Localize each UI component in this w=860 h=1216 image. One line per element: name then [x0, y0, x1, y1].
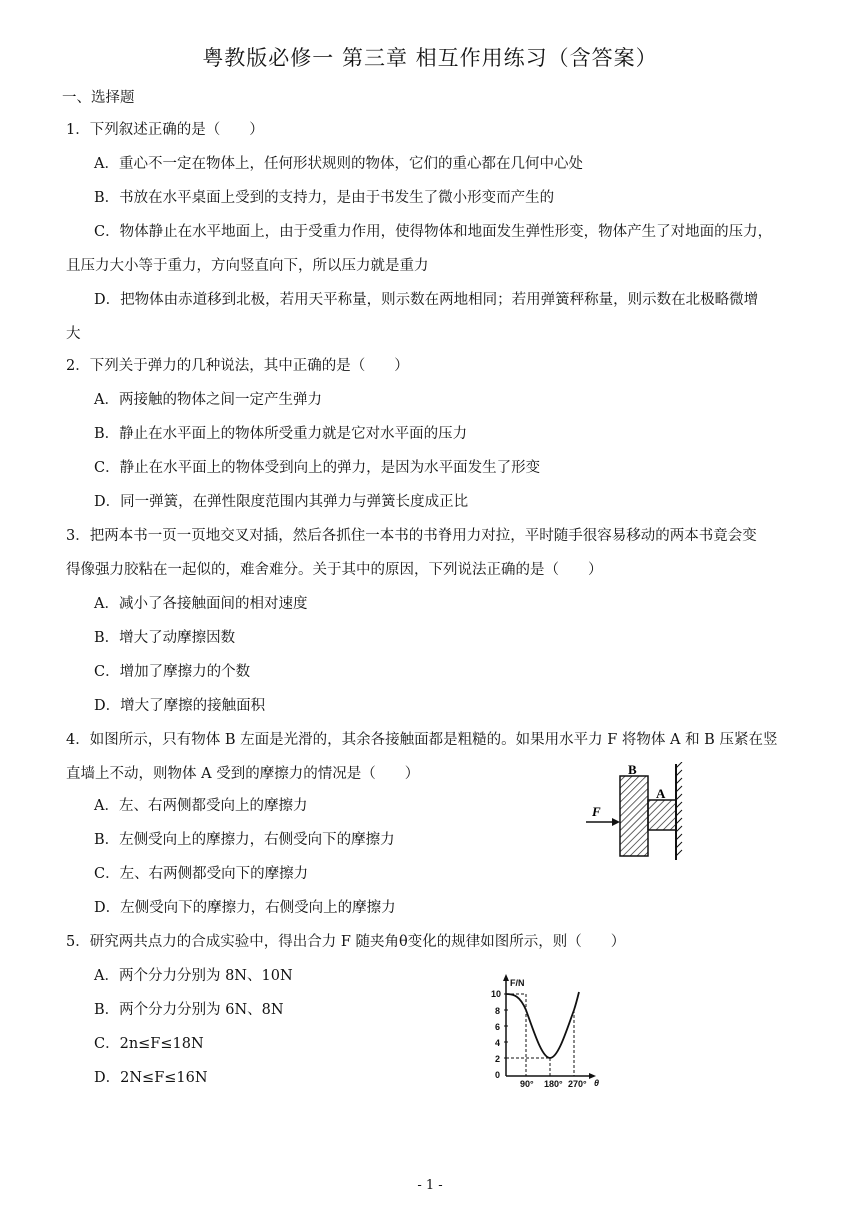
question-3-stem-continued: 得像强力胶粘在一起似的，难舍难分。关于其中的原因，下列说法正确的是（ ）: [66, 562, 603, 578]
question-1-option-c-continued: 且压力大小等于重力，方向竖直向下，所以压力就是重力: [66, 258, 429, 274]
graph-ytick: 6: [495, 1022, 501, 1032]
question-3-option-b: B．增大了动摩擦因数: [94, 630, 236, 646]
question-1-option-c: C．物体静止在水平地面上，由于受重力作用，使得物体和地面发生弹性形变，物体产生了对地面的压力，: [94, 224, 773, 240]
question-2-option-a: A．两接触的物体之间一定产生弹力: [94, 392, 322, 408]
question-2-option-b: B．静止在水平面上的物体所受重力就是它对水平面的压力: [94, 426, 468, 442]
graph-curve: [506, 992, 579, 1058]
graph-ytick: 10: [491, 989, 502, 999]
graph-ylabel: F/N: [510, 978, 525, 988]
question-4-stem-continued: 直墙上不动，则物体 A 受到的摩擦力的情况是（ ）: [66, 766, 420, 782]
graph-ytick: 2: [495, 1054, 501, 1064]
question-3-option-a: A．减小了各接触面间的相对速度: [94, 596, 308, 612]
graph-xlabel: θ: [594, 1078, 600, 1088]
question-5-option-d: D．2N≤F≤16N: [94, 1070, 208, 1086]
graph-ytick: 4: [495, 1038, 501, 1048]
question-5-graph: [486, 970, 616, 1094]
question-4-option-a: A．左、右两侧都受向上的摩擦力: [94, 798, 308, 814]
label-b: B: [628, 762, 637, 777]
block-a: [648, 800, 676, 830]
question-4-option-b: B．左侧受向上的摩擦力，右侧受向下的摩擦力: [94, 832, 395, 848]
question-4-figure: [582, 762, 692, 862]
question-4-option-d: D．左侧受向下的摩擦力，右侧受向上的摩擦力: [94, 900, 396, 916]
question-2-option-d: D．同一弹簧，在弹性限度范围内其弹力与弹簧长度成正比: [94, 494, 469, 510]
graph-xtick: 90°: [520, 1079, 534, 1089]
graph-xtick: 180°: [544, 1079, 563, 1089]
question-5-stem: 5．研究两共点力的合成实验中，得出合力 F 随夹角θ变化的规律如图所示，则（ ）: [66, 934, 626, 950]
label-a: A: [656, 786, 666, 801]
question-1-option-b: B．书放在水平桌面上受到的支持力，是由于书发生了微小形变而产生的: [94, 190, 555, 206]
question-3-stem: 3．把两本书一页一页地交叉对插，然后各抓住一本书的书脊用力对拉，平时随手很容易移动的两本书竟会变: [66, 528, 757, 544]
section-heading: 一、选择题: [62, 90, 135, 106]
question-5-option-b: B．两个分力分别为 6N、8N: [94, 1002, 284, 1018]
question-4-stem: 4．如图所示，只有物体 B 左面是光滑的，其余各接触面都是粗糙的。如果用水平力 F 将物体 A 和 B 压紧在竖: [66, 732, 778, 748]
question-2-stem: 2．下列关于弹力的几种说法，其中正确的是（ ）: [66, 358, 409, 374]
question-1-option-d: D．把物体由赤道移到北极，若用天平称量，则示数在两地相同；若用弹簧秤称量，则示数在北极略微增: [94, 292, 759, 308]
graph-ytick: 0: [495, 1070, 501, 1080]
question-3-option-c: C．增加了摩擦力的个数: [94, 664, 251, 680]
question-5-option-a: A．两个分力分别为 8N、10N: [94, 968, 293, 984]
document-title: 粤教版必修一 第三章 相互作用练习（含答案）: [202, 46, 658, 70]
question-4-option-c: C．左、右两侧都受向下的摩擦力: [94, 866, 309, 882]
question-5-option-c: C．2n≤F≤18N: [94, 1036, 204, 1052]
question-2-option-c: C．静止在水平面上的物体受到向上的弹力，是因为水平面发生了形变: [94, 460, 541, 476]
graph-xtick: 270°: [568, 1079, 587, 1089]
question-1-stem: 1．下列叙述正确的是（ ）: [66, 122, 264, 138]
graph-ytick: 8: [495, 1006, 501, 1016]
label-f: F: [592, 804, 601, 819]
question-3-option-d: D．增大了摩擦的接触面积: [94, 698, 266, 714]
question-1-option-d-continued: 大: [66, 326, 81, 342]
block-b: [620, 776, 648, 856]
question-1-option-a: A．重心不一定在物体上，任何形状规则的物体，它们的重心都在几何中心处: [94, 156, 583, 172]
page-number: - 1 -: [417, 1178, 443, 1193]
